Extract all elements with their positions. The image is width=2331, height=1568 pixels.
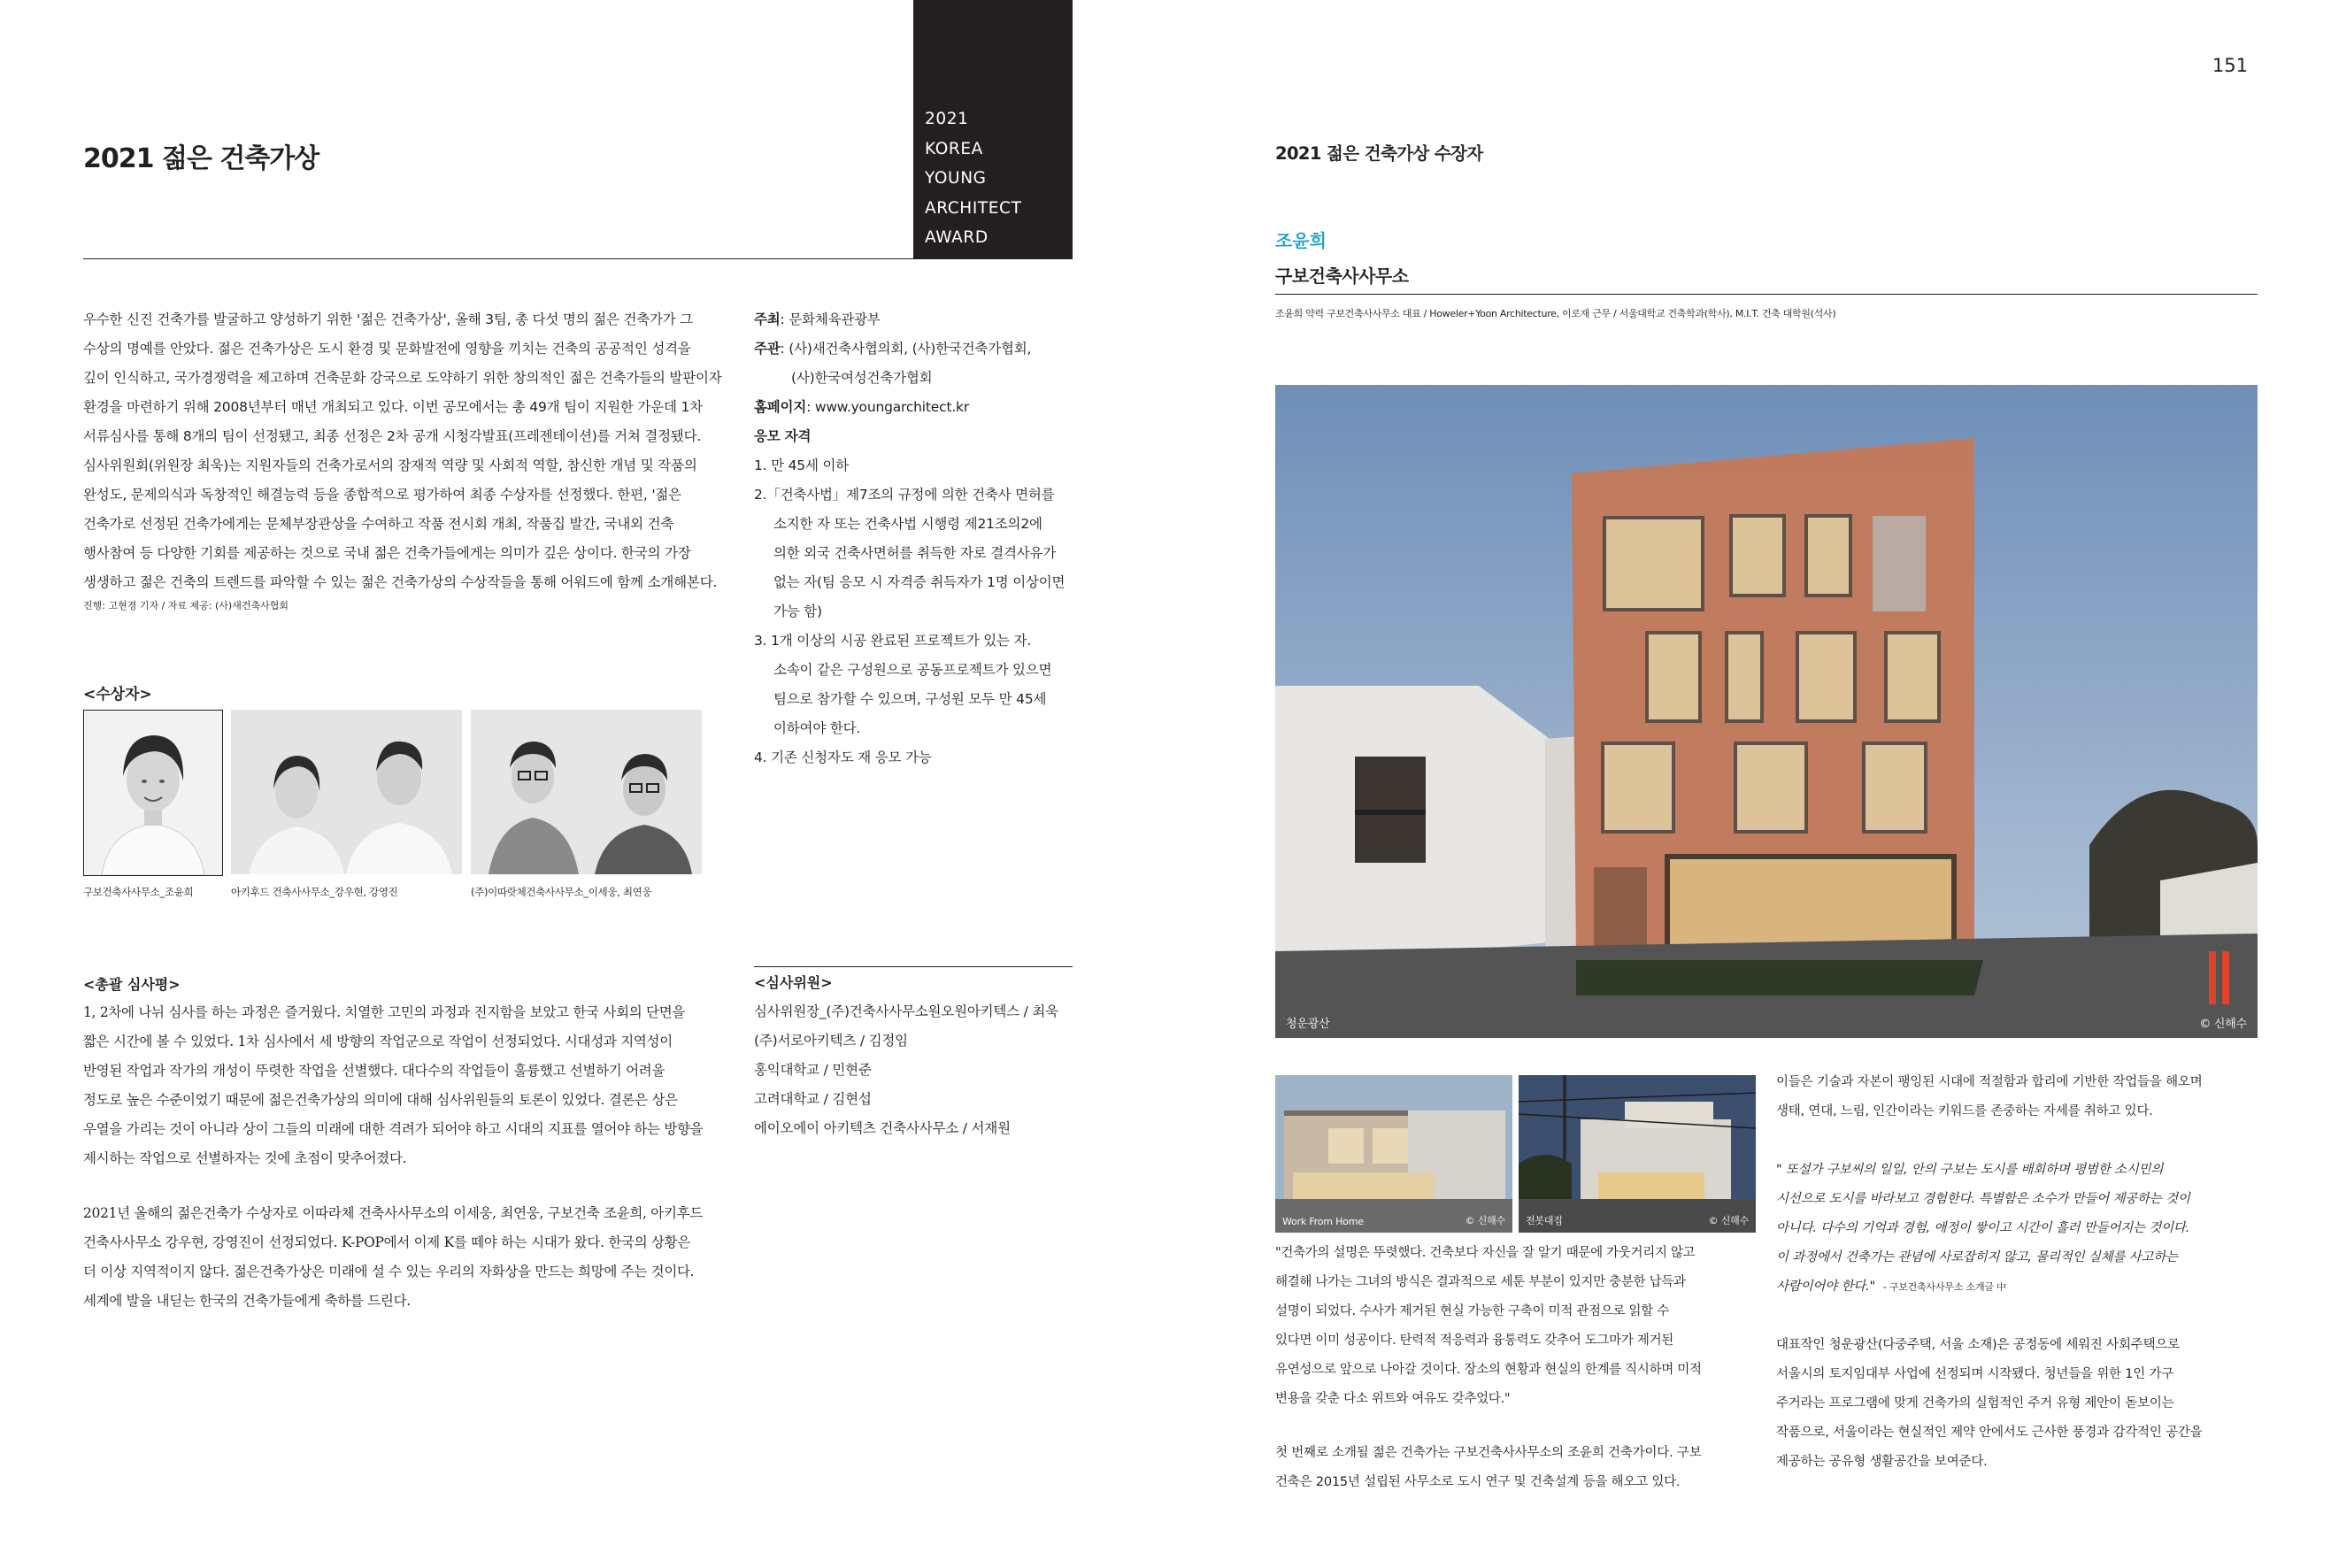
column-line: 주거라는 프로그램에 맞게 건축가의 실험적인 주거 유형 제안이 돋보이는 [1776, 1396, 2174, 1410]
winner-caption: (주)이따랏체건축사사무소_이세웅, 최연웅 [471, 886, 652, 898]
judges-heading: <심사위원> [754, 974, 833, 991]
intro-line: 서류심사를 통해 8개의 팀이 선정됐고, 최종 선정은 2차 공개 시청각발표(프레젠테이션)를 거쳐 결정됐다. [83, 428, 702, 444]
intro-line: 환경을 마련하기 위해 2008년부터 매년 개최되고 있다. 이번 공모에서는 총 49개 팀이 지원한 가운데 1차 [83, 399, 703, 415]
award-line: ARCHITECT [925, 198, 1022, 218]
eligibility-item: 4. 기존 신청자도 재 응모 가능 [754, 749, 932, 765]
column-line: 대표작인 청운광산(다중주택, 서울 소재)은 공정동에 세워진 사회주택으로 [1776, 1338, 2180, 1352]
column-line: 서울시의 토지임대부 사업에 선정되며 시작됐다. 청년들을 위한 1인 가구 [1776, 1367, 2174, 1381]
organizer-value: : (사)새건축사협의회, (사)한국건축가협회, [780, 341, 1032, 357]
firm-quote [1776, 1156, 2258, 1302]
firm-name: 구보건축사사무소 [1275, 265, 1409, 287]
winners-heading: <수상자> [83, 686, 152, 703]
review-line: 정도로 높은 수준이었기 때문에 젊은건축가상의 의미에 대해 심사위원들의 토론이 있었다. 결론은 상은 [83, 1092, 678, 1108]
award-info [754, 305, 1073, 772]
winner-caption: 아키후드 건축사사무소_강우현, 강영진 [231, 886, 398, 898]
quote-line: 아니다. 다수의 기억과 경험, 애정이 쌓이고 시간이 흘러 만들어지는 것이다. [1776, 1221, 2190, 1235]
review-line: 세계에 발을 내딛는 한국의 건축가들에게 축하를 드린다. [83, 1293, 411, 1309]
eligibility-label: 응모 자격 [754, 428, 812, 444]
review-line: 건축사사무소 강우현, 강영진이 선정되었다. K-POP에서 이제 K를 떼야 하는 시대가 왔다. 한국의 상황은 [83, 1234, 691, 1250]
review-line: 제시하는 작업으로 선별하자는 것에 초점이 맞추어졌다. [83, 1150, 407, 1166]
organizer-label: 주관 [754, 341, 781, 357]
award-line: YOUNG [925, 169, 987, 188]
quote-line: 사람이어야 한다." [1776, 1280, 1875, 1294]
homepage-label: 홈페이지 [754, 399, 807, 415]
judge-item: 심사위원장_(주)건축사사무소원오원아키텍스 / 최욱 [754, 1003, 1058, 1019]
winner-photo-archihood [231, 710, 462, 874]
intro-line: 생생하고 젊은 건축의 트렌드를 파악할 수 있는 젊은 건축가상의 수상작들을 통해 어워드에 함께 소개해본다. [83, 574, 718, 590]
intro-line: 심사위원회(위원장 최욱)는 지원자들의 건축가로서의 잠재적 역량 및 사회적 역할, 참신한 개념 및 작품의 [83, 457, 697, 473]
review-line: 더 이상 지역적이지 않다. 젊은건축가상은 미래에 설 수 있는 우리의 자화상을 만드는 희망에 주는 것이다. [83, 1264, 695, 1280]
eligibility-item: 없는 자(팀 응모 시 자격증 취득자가 1명 이상이면 [773, 574, 1065, 590]
column-line: 제공하는 공유형 생활공간을 보여준다. [1776, 1455, 1988, 1469]
intro-line: 건축가로 선정된 건축가에게는 문체부장관상을 수여하고 작품 전시회 개최, 작품집 발간, 국내외 건축 [83, 516, 674, 532]
award-line: KOREA [925, 139, 983, 158]
intro-line: 완성도, 문제의식과 독창적인 해결능력 등을 종합적으로 평가하여 최종 수상자를 선정했다. 한편, '젊은 [83, 487, 681, 503]
quote-attribution: - 구보건축사사무소 소개글 中 [1882, 1281, 2006, 1293]
review-paragraph [83, 1199, 738, 1316]
review-line: 2021년 올해의 젊은건축가 수상자로 이따라체 건축사사무소의 이세웅, 최연웅, 구보건축 조윤희, 아키후드 [83, 1205, 703, 1221]
small-photo-label: 전봇대집 [1526, 1215, 1563, 1226]
quote-line: "건축가의 설명은 뚜렷했다. 건축보다 자신을 잘 알기 때문에 가웃거리지 않고 [1275, 1246, 1696, 1260]
eligibility-item: 팀으로 참가할 수 있으며, 구성원 모두 만 45세 [773, 691, 1047, 707]
credit-line: 진행: 고현경 기자 / 자료 제공: (사)새건축사협회 [83, 600, 288, 611]
eligibility-item: 이하여야 한다. [773, 720, 861, 736]
eligibility-item: 의한 외국 건축사면허를 취득한 자로 결격사유가 [773, 545, 1057, 561]
right-page [1166, 0, 2331, 1568]
architect-name: 조윤희 [1275, 230, 1327, 251]
small-photo-credit: © 신해수 [1465, 1215, 1505, 1226]
organizer-value-cont: (사)한국여성건축가협회 [791, 370, 933, 386]
title-rule [83, 258, 1073, 259]
judges-rule [754, 966, 1073, 967]
small-photo-pole-house [1519, 1075, 1756, 1233]
architect-intro [1275, 1439, 1753, 1497]
intro-paragraph [83, 305, 756, 597]
eligibility-item: 가능 함) [773, 603, 822, 619]
column-text [1776, 1068, 2258, 1477]
architect-bio: 조윤희 약력 구보건축사사무소 대표 / Howeler+Yoon Architecture, 이로재 근무 / 서울대학교 건축학과(학사), M.I.T. 건축 대학원(석사) [1275, 308, 1836, 319]
award-line: 2021 [925, 110, 969, 128]
column-line: 생태, 연대, 느림, 인간이라는 키워드를 존중하는 자세를 취하고 있다. [1776, 1104, 2153, 1118]
host-label: 주최 [754, 311, 781, 327]
review-line: 1, 2차에 나뉘 심사를 하는 과정은 즐거웠다. 치열한 고민의 과정과 진지함을 보았고 한국 사회의 단면을 [83, 1004, 686, 1020]
intro-line: 건축은 2015년 설립된 사무소로 도시 연구 및 건축설계 등을 해오고 있다. [1275, 1475, 1681, 1489]
quote-line: 해결해 나가는 그녀의 방식은 결과적으로 세툰 부분이 있지만 충분한 납득과 [1275, 1275, 1686, 1289]
intro-line: 수상의 명예를 안았다. 젊은 건축가상은 도시 환경 및 문화발전에 영향을 끼치는 건축의 공공적인 성격을 [83, 341, 691, 357]
jury-quote [1275, 1239, 1753, 1414]
award-line: AWARD [925, 228, 989, 247]
judge-item: 고려대학교 / 김현섭 [754, 1091, 872, 1107]
judge-item: (주)서로아키텍츠 / 김정임 [754, 1033, 908, 1049]
judges-list [754, 997, 1073, 1143]
page-number: 151 [2212, 55, 2248, 76]
intro-line: 우수한 신진 건축가를 발굴하고 양성하기 위한 '젊은 건축가상', 올해 3팀, 총 다섯 명의 젊은 건축가가 그 [83, 311, 694, 327]
review-line: 반영된 작업과 작가의 개성이 뚜렷한 작업을 선별했다. 대다수의 작업들이 훌륭했고 선별하기 어려울 [83, 1063, 665, 1079]
intro-line: 깊이 인식하고, 국가경쟁력을 제고하며 건축문화 강국으로 도약하기 위한 창의적인 젊은 건축가들의 발판이자 [83, 370, 722, 386]
eligibility-item: 3. 1개 이상의 시공 완료된 프로젝트가 있는 자. [754, 633, 1032, 649]
eligibility-list [754, 451, 1073, 772]
review-line: 짧은 시간에 볼 수 있었다. 1차 심사에서 세 방향의 작업군으로 작업이 선정되었다. 시대성과 지역성이 [83, 1034, 673, 1049]
quote-line: 유연성으로 앞으로 나아갈 것이다. 장소의 현황과 현실의 한계를 직시하며 미적 [1275, 1363, 1702, 1377]
winner-photo-kubo [83, 710, 223, 876]
intro-line: 행사참여 등 다양한 기회를 제공하는 것으로 국내 젊은 건축가들에게는 의미가 깊은 상이다. 한국의 가장 [83, 545, 691, 561]
host-value: : 문화체육관광부 [780, 311, 881, 327]
small-photo-credit: © 신해수 [1708, 1215, 1749, 1226]
building-illustration [1275, 1075, 1512, 1233]
main-photo-credit: © 신해수 [2199, 1018, 2247, 1031]
eligibility-item: 1. 만 45세 이하 [754, 457, 849, 473]
winner-photo-itarache [471, 710, 702, 874]
quote-line: 있다면 이미 성공이다. 탄력적 적응력과 융통력도 갖추어 도그마가 제거된 [1275, 1334, 1673, 1348]
small-photo-label: Work From Home [1282, 1216, 1364, 1227]
building-illustration [1275, 385, 2258, 1038]
winner-caption: 구보건축사사무소_조윤희 [83, 886, 194, 898]
review-line: 우열을 가리는 것이 아니라 상이 그들의 미래에 대한 격려가 되어야 하고 시대의 지표를 열어야 하는 방향을 [83, 1121, 704, 1137]
small-photo-wfh [1275, 1075, 1512, 1233]
page-title: 2021 젊은 건축가상 [83, 143, 319, 174]
eligibility-item: 2.「건축사법」제7조의 규정에 의한 건축사 면허를 [754, 487, 1055, 503]
award-block [913, 0, 1073, 258]
section-heading: 2021 젊은 건축가상 수장자 [1275, 143, 1483, 164]
intro-line: 첫 번째로 소개될 젊은 건축가는 구보건축사사무소의 조윤희 건축가이다. 구보 [1275, 1446, 1702, 1460]
judge-item: 홍익대학교 / 민현준 [754, 1062, 872, 1078]
column-line: 작품으로, 서울이라는 현실적인 제약 안에서도 근사한 풍경과 감각적인 공간을 [1776, 1426, 2203, 1440]
homepage-link[interactable]: : www.youngarchitect.kr [806, 399, 969, 415]
column-line: 이들은 기술과 자본이 팽잉된 시대에 적절함과 합리에 기반한 작업들을 해오며 [1776, 1075, 2203, 1089]
eligibility-item: 소지한 자 또는 건축사법 시행령 제21조의2에 [773, 516, 1042, 532]
eligibility-item: 소속이 같은 구성원으로 공동프로젝트가 있으면 [773, 662, 1052, 678]
main-photo-cheongun [1275, 385, 2258, 1038]
building-illustration [1519, 1075, 1756, 1233]
review-paragraph [83, 998, 738, 1173]
quote-line: 변용을 갖춘 다소 위트와 여유도 갖추었다." [1275, 1392, 1511, 1406]
award-block-text [925, 104, 1021, 253]
review-heading: <총괄 심사평> [83, 976, 181, 993]
portrait-illustration [231, 710, 462, 874]
portrait-illustration [471, 710, 702, 874]
portrait-illustration [84, 711, 222, 875]
judge-item: 에이오에이 아키텍츠 건축사사무소 / 서재원 [754, 1120, 1011, 1136]
quote-line: 이 과정에서 건축가는 관념에 사로잡히지 않고, 물리적인 실체를 사고하는 [1776, 1250, 2178, 1264]
firm-rule [1275, 294, 2258, 295]
quote-line: " 또설가 구보씨의 일일, 안의 구보는 도시를 배회하며 평범한 소시민의 [1776, 1163, 2164, 1177]
quote-line: 시선으로 도시를 바라보고 경험한다. 특별함은 소수가 만들어 제공하는 것이 [1776, 1192, 2190, 1206]
quote-line: 설명이 되었다. 수사가 제거된 현실 가능한 구축이 미적 관점으로 읽할 수 [1275, 1304, 1669, 1318]
main-photo-label: 청운광산 [1286, 1018, 1330, 1031]
